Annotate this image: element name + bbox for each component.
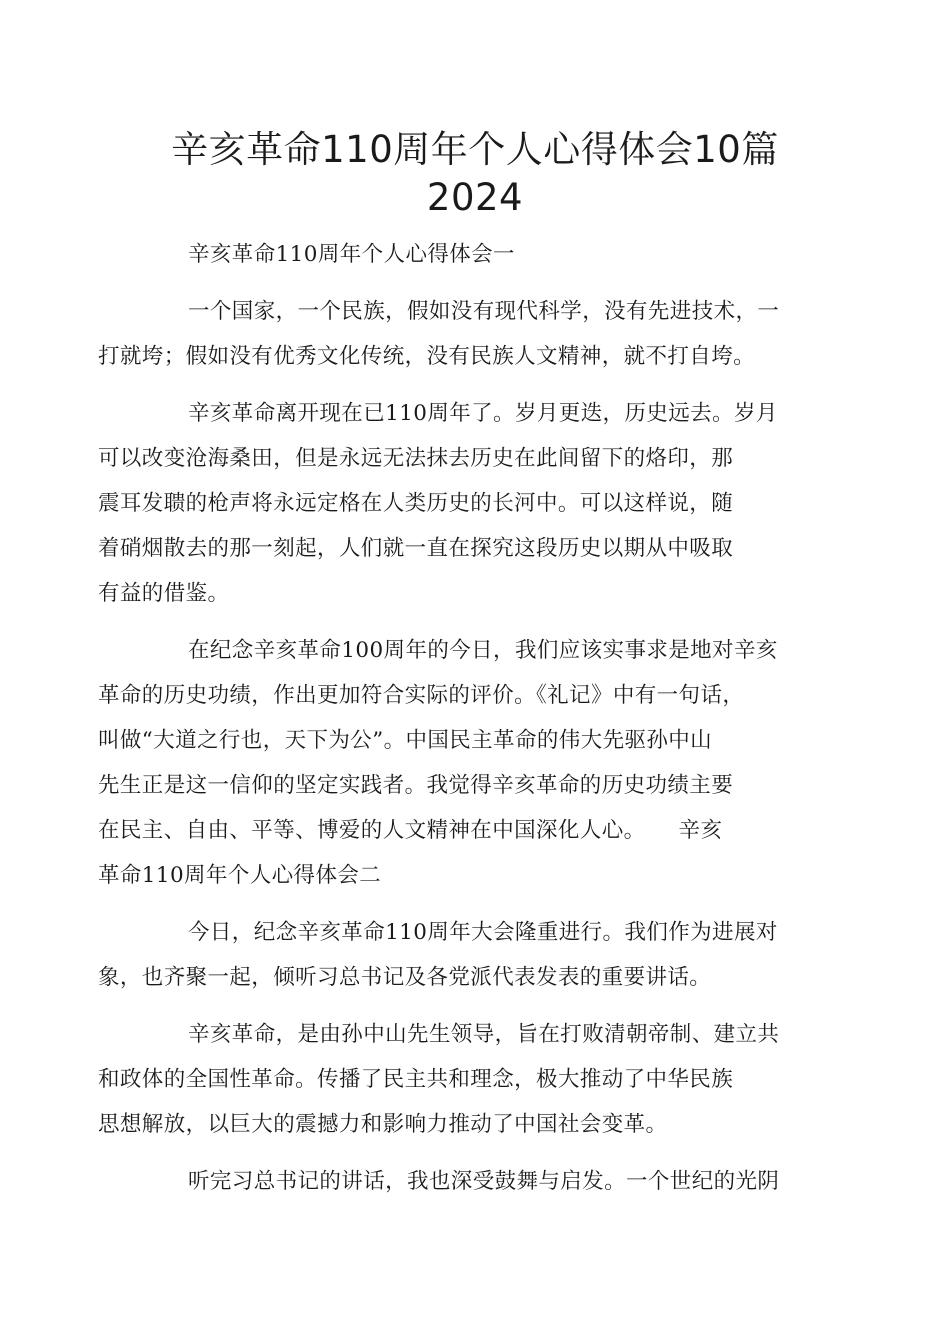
document-title (120, 126, 830, 222)
paragraph (98, 910, 823, 1000)
section-heading-1 (143, 232, 823, 277)
paragraph (143, 1159, 823, 1204)
title-line-1: 辛亥革命110周年个人心得体会10篇 (171, 128, 779, 171)
text-line: 今日，纪念辛亥革命110周年大会隆重进行。我们作为进展对 (188, 920, 778, 945)
text-line: 打就垮；假如没有优秀文化传统，没有民族人文精神，就不打自垮。 (98, 344, 756, 369)
text-line: 辛亥革命，是由孙中山先生领导，旨在打败清朝帝制、建立共 (188, 1022, 780, 1047)
text-line: 一个国家，一个民族，假如没有现代科学，没有先进技术，一 (188, 299, 780, 324)
paragraph (98, 628, 823, 898)
text-line: 在纪念辛亥革命100周年的今日，我们应该实事求是地对辛亥 (188, 638, 778, 663)
paragraph (98, 289, 823, 379)
text-line: 可以改变沧海桑田，但是永远无法抹去历史在此间留下的烙印，那 (98, 446, 734, 471)
title-line-2: 2024 (426, 176, 524, 219)
text-line: 象，也齐聚一起，倾听习总书记及各党派代表发表的重要讲话。 (98, 965, 712, 990)
text-line: 叫做“大道之行也，天下为公”。中国民主革命的伟大先驱孙中山 (98, 728, 713, 753)
text-line: 有益的借鉴。 (98, 581, 230, 606)
text-line: 辛亥革命110周年个人心得体会一 (188, 242, 515, 267)
document-body (98, 232, 823, 1216)
text-line: 在民主、自由、平等、博爱的人文精神在中国深化人心。 辛亥 (98, 818, 723, 843)
text-line: 革命110周年个人心得体会二 (98, 863, 382, 888)
text-line: 听完习总书记的讲话，我也深受鼓舞与启发。一个世纪的光阴 (188, 1169, 780, 1194)
text-line: 思想解放，以巨大的震撼力和影响力推动了中国社会变革。 (98, 1112, 668, 1137)
paragraph (98, 391, 823, 616)
text-line: 震耳发聩的枪声将永远定格在人类历史的长河中。可以这样说，随 (98, 491, 734, 516)
paragraph (98, 1012, 823, 1147)
text-line: 革命的历史功绩，作出更加符合实际的评价。《礼记》中有一句话， (98, 683, 745, 708)
text-line: 着硝烟散去的那一刻起，人们就一直在探究这段历史以期从中吸取 (98, 536, 734, 561)
text-line: 辛亥革命离开现在已110周年了。岁月更迭，历史远去。岁月 (188, 401, 778, 426)
text-line: 先生正是这一信仰的坚定实践者。我觉得辛亥革命的历史功绩主要 (98, 773, 734, 798)
text-line: 和政体的全国性革命。传播了民主共和理念，极大推动了中华民族 (98, 1067, 734, 1092)
